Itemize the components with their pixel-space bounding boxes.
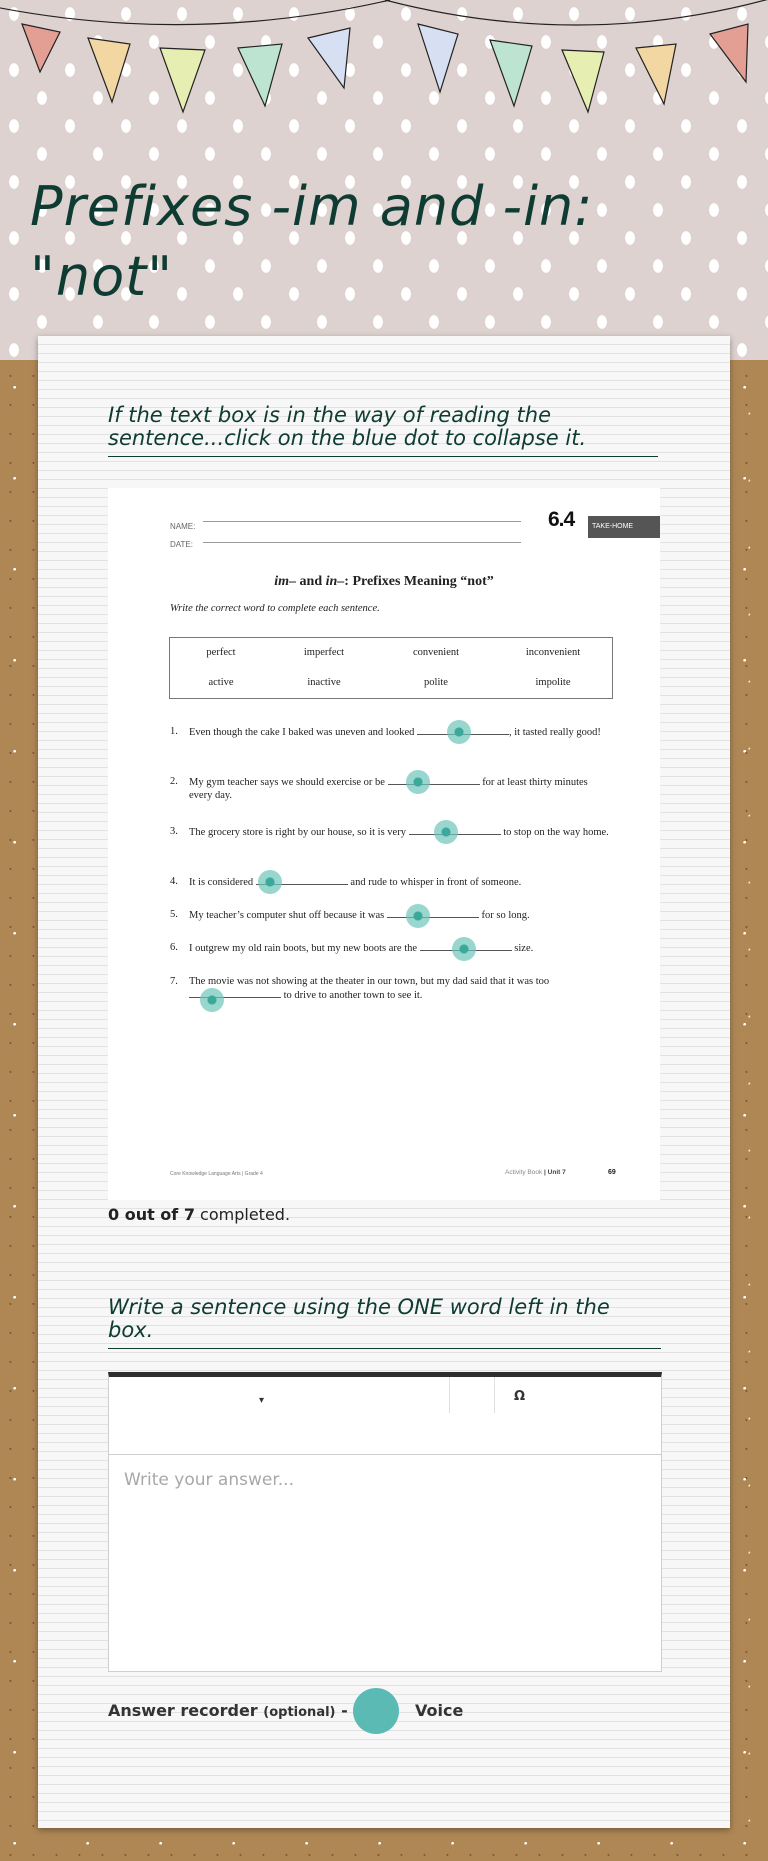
- word-bank-item: inactive: [307, 677, 341, 688]
- name-label: NAME:: [170, 522, 196, 531]
- toolbar-divider: [494, 1377, 495, 1413]
- voice-label: Voice: [415, 1701, 464, 1720]
- name-line: [203, 521, 521, 522]
- editor-toolbar: [109, 1377, 661, 1455]
- pennant-3: [160, 48, 205, 112]
- pennant-10: [710, 24, 748, 82]
- word-bank-item: inconvenient: [525, 647, 581, 658]
- worksheet-footer-left: Core Knowledge Language Arts | Grade 4: [170, 1171, 263, 1177]
- bunting-decoration: [0, 0, 768, 120]
- word-bank-item: perfect: [206, 647, 236, 658]
- toolbar-divider: [449, 1377, 450, 1413]
- pennant-8: [562, 50, 604, 112]
- worksheet-image: NAME: DATE: 6.4 TAKE-HOME im– and in–: Prefixes Meaning “not” Write the correct word to complete each sentence. perfect imperfect convenient inconvenient active inactive polite impolite 1. Even though the cake I baked was uneven and looked , it tasted really good! 2. My gym teacher says we should exercise or be for at least thirty minutes every day. 3. The grocery store is right by our house, so it is very to stop on the way home. 4. It is considered and rude to whisper in front of someone. 5. My teacher’s computer shut off because it was for so long. 6. I outgrew my old rain boots, but my new boots are the size. 7. The movie was not showing at the theater in our town, but my dad said that it was too to drive to another town to see it. Core Knowledge Language Arts | Grade 4 Activity Book | Unit 7 69: [108, 488, 660, 1200]
- answer-editor: [108, 1372, 662, 1672]
- answer-dot-1[interactable]: [447, 720, 471, 744]
- pennant-9: [636, 44, 676, 104]
- word-bank-item: imperfect: [303, 647, 345, 658]
- answer-recorder: [108, 1688, 668, 1734]
- answer-dot-5[interactable]: [406, 904, 430, 928]
- worksheet-direction: Write the correct word to complete each sentence.: [170, 603, 380, 614]
- recorder-label: Answer recorder (optional) -: [108, 1701, 348, 1720]
- take-home-badge: TAKE-HOME: [588, 516, 660, 538]
- answer-dot-2[interactable]: [406, 770, 430, 794]
- format-dropdown[interactable]: [259, 1395, 264, 1406]
- word-bank-item: convenient: [412, 647, 460, 658]
- pennant-7: [490, 40, 532, 106]
- pennant-2: [88, 38, 130, 102]
- worksheet-heading: im– and in–: Prefixes Meaning “not”: [274, 574, 494, 589]
- answer-dot-3[interactable]: [434, 820, 458, 844]
- date-line: [203, 542, 521, 543]
- special-character-button[interactable]: Ω: [514, 1389, 526, 1404]
- worksheet-number: 6.4: [548, 508, 575, 531]
- answer-dot-6[interactable]: [452, 937, 476, 961]
- worksheet-footer-right: Activity Book | Unit 7: [505, 1169, 566, 1176]
- page-title: Prefixes -im and -in: "not": [30, 175, 594, 308]
- pennant-5: [308, 28, 350, 88]
- write-sentence-instruction: Write a sentence using the ONE word left in the box.: [108, 1296, 661, 1349]
- pennant-6: [418, 24, 458, 92]
- word-bank-item: impolite: [535, 677, 571, 688]
- answer-dot-7[interactable]: [200, 988, 224, 1012]
- date-label: DATE:: [170, 540, 193, 549]
- completion-status: 0 out of 7 completed.: [108, 1205, 291, 1224]
- word-bank-item: polite: [424, 677, 448, 688]
- answer-input[interactable]: [109, 1455, 661, 1671]
- answer-dot-4[interactable]: [258, 870, 282, 894]
- word-bank: [169, 637, 613, 699]
- pennant-1: [22, 24, 60, 72]
- pennant-4: [238, 44, 282, 106]
- collapse-instruction: If the text box is in the way of reading the sentence...click on the blue dot to collapse it.: [108, 404, 658, 457]
- worksheet-page-number: 69: [608, 1169, 616, 1176]
- notebook-paper-card: [38, 336, 730, 1828]
- caret-down-icon: ▾: [259, 1395, 265, 1406]
- word-bank-item: active: [208, 677, 234, 688]
- record-button[interactable]: [353, 1688, 399, 1734]
